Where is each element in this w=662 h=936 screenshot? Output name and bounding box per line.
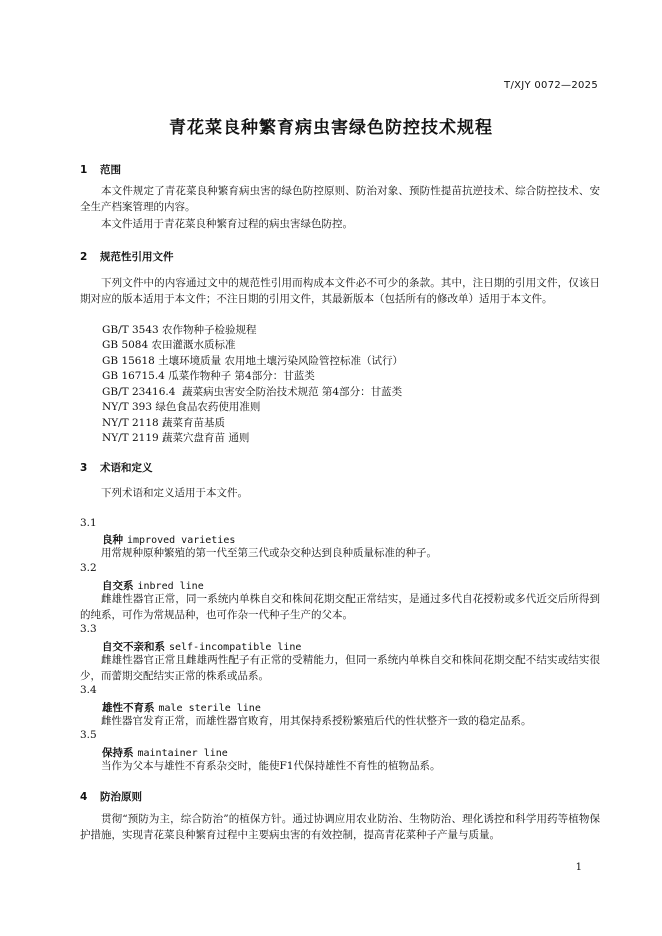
term-number: 3.3 [80,623,97,635]
section-title: 术语和定义 [100,462,153,474]
term-number: 3.1 [80,517,97,529]
reference-item: GB 5084 农田灌溉水质标准 [102,339,236,351]
section-2-heading [80,249,174,264]
term-name: 良种 [102,534,123,546]
term-heading [102,639,301,654]
term-definition: 用常规种原种繁殖的第一代至第三代或杂交种达到良种质量标准的种子。 [101,547,437,559]
section-number: 1 [80,164,88,176]
term-definition: 雌雄性器官正常且雌雄两性配子有正常的受精能力，但同一系统内单株自交和株间花期交配不结实或结实很少，而蕾期交配结实正常的株系或品系。 [80,654,600,682]
section-number: 2 [80,251,88,263]
reference-item: GB/T 3543 农作物种子检验规程 [102,324,257,336]
standard-code: T/XJY 0072—2025 [504,80,598,91]
section-2-paragraph: 下列文件中的内容通过文中的规范性引用而构成本文件必不可少的条款。其中，注日期的引用文件，仅该日期对应的版本适用于本文件；不注日期的引用文件，其最新版本（包括所有的修改单）适用于本文件。 [80,277,600,305]
term-english: inbred line [137,581,204,592]
term-heading [102,700,261,715]
page-number: 1 [575,862,582,873]
reference-item: GB 15618 土壤环境质量 农用地土壤污染风险管控标准（试行） [102,355,404,367]
term-number: 3.5 [80,729,97,741]
term-english: maintainer line [137,748,228,759]
term-heading [102,532,235,547]
term-name: 保持系 [102,747,134,759]
section-4-paragraph: 贯彻“预防为主，综合防治”的植保方针。通过协调应用农业防治、生物防治、理化诱控和科学用药等植物保护措施，实现青花菜良种繁育过程中主要病虫害的有效控制，提高青花菜种子产量与质量。 [80,813,600,841]
term-name: 自交不亲和系 [102,641,165,653]
section-1-paragraph: 本文件规定了青花菜良种繁育病虫害的绿色防控原则、防治对象、预防性提苗抗逆技术、综合防控技术、安全生产档案管理的内容。 [80,185,600,213]
reference-item: NY/T 393 绿色食品农药使用准则 [102,401,261,413]
reference-item: GB 16715.4 瓜菜作物种子 第4部分：甘蓝类 [102,370,315,382]
term-definition: 当作为父本与雄性不育系杂交时，能使F1代保持雄性不育性的植物品系。 [101,760,441,772]
term-name: 自交系 [102,580,134,592]
term-heading [102,745,228,760]
section-3-heading [80,460,153,475]
reference-item: NY/T 2119 蔬菜穴盘育苗 通则 [102,432,250,444]
term-definition: 雌性器官发育正常，而雄性器官败育，用其保持系授粉繁殖后代的性状整齐一致的稳定品系。 [101,715,532,727]
section-number: 4 [80,791,88,803]
reference-item: NY/T 2118 蔬菜育苗基质 [102,417,226,429]
term-english: male sterile line [158,703,261,714]
section-3-paragraph: 下列术语和定义适用于本文件。 [101,487,248,499]
term-number: 3.2 [80,562,97,574]
section-1-paragraph: 本文件适用于青花菜良种繁育过程的病虫害绿色防控。 [101,218,353,230]
document-title: 青花菜良种繁育病虫害绿色防控技术规程 [169,118,493,138]
section-4-heading [80,789,142,804]
section-title: 范围 [100,164,121,176]
term-english: self-incompatible line [169,642,302,653]
section-number: 3 [80,462,88,474]
section-title: 防治原则 [100,791,142,803]
term-number: 3.4 [80,684,97,696]
section-title: 规范性引用文件 [100,251,174,263]
term-english: improved varieties [127,535,236,546]
term-heading [102,578,204,593]
section-1-heading [80,162,121,177]
term-name: 雄性不育系 [102,702,155,714]
term-definition: 雌雄性器官正常，同一系统内单株自交和株间花期交配正常结实，是通过多代自花授粉或多代近交后所得到的纯系，可作为常规品种，也可作杂一代种子生产的父本。 [80,593,600,621]
reference-item: GB/T 23416.4 蔬菜病虫害安全防治技术规范 第4部分：甘蓝类 [102,386,403,398]
